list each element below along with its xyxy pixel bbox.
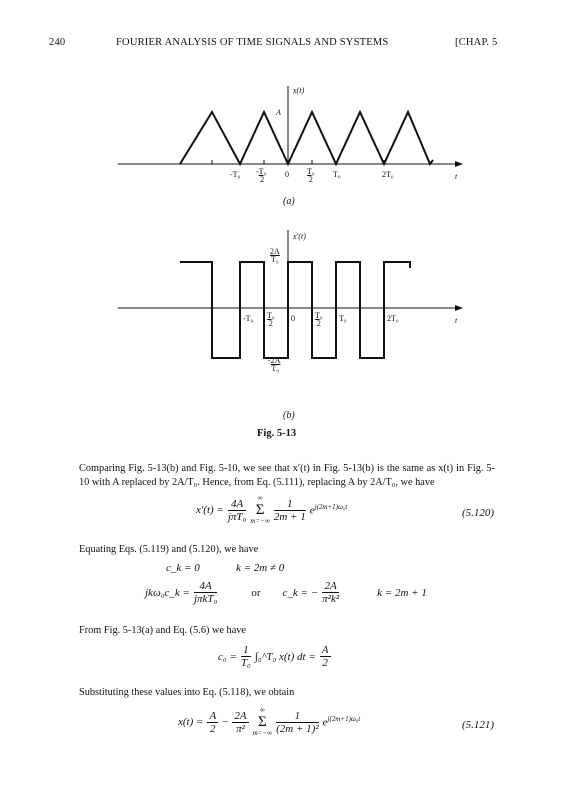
equation-5-120: x′(t) = $\frac{4A}{\text{jπT₀}}$ ∞ Σ m=−∞ $\frac{1}{2m + 1}$ $e^{j(2m+1)\omega_0t}$: [196, 494, 348, 525]
figb-ylabel: x′(t): [293, 232, 306, 241]
running-title: FOURIER ANALYSIS OF TIME SIGNALS AND SYSTEMS: [116, 37, 389, 48]
triangle-wave: [180, 112, 433, 164]
ck-odd-eq: jkω₀c_k = $\frac{4A}{\text{jπkT₀}}$ or c_k = − $\frac{2A}{\text{π²k²}}$ k = 2m + 1: [145, 580, 427, 605]
figb-tick-t0: T₀: [339, 314, 347, 323]
figb-tick-2t0: 2T₀: [387, 314, 399, 323]
figb-neg-level: -2A T₀: [268, 356, 281, 373]
eq120-sum: ∞ Σ m=−∞: [250, 494, 270, 525]
figa-tick-zero: 0: [285, 170, 289, 179]
paragraph-from-fig: From Fig. 5-13(a) and Eq. (5.6) we have: [79, 625, 246, 636]
chapter-label: [CHAP. 5: [455, 37, 498, 48]
figb-caption: (b): [283, 410, 295, 421]
figa-tick-neg-half: -T₀ 2: [256, 167, 267, 184]
paragraph-comparison: Comparing Fig. 5-13(b) and Fig. 5-10, we see that x′(t) in Fig. 5-13(b) is the same as x(t) in Fig. 5-10 with A replaced by 2A/T₀. Hence, from Eq. (5.111), replacing A by 2A/T₀, we have: [79, 463, 495, 488]
figb-tick-zero: 0: [291, 314, 295, 323]
figb-tick-neg-t0: -T₀: [243, 314, 254, 323]
figa-tick-neg-t0: -T₀: [230, 170, 241, 179]
figb-pos-level: 2A T₀: [270, 247, 280, 264]
figa-ylabel: x(t): [293, 86, 305, 95]
paragraph-substituting: Substituting these values into Eq. (5.118), we obtain: [79, 687, 295, 698]
x-axis-arrow: [455, 305, 463, 311]
eq121-number: (5.121): [462, 719, 495, 731]
figa-tick-half: T₀ 2: [307, 167, 315, 184]
figa-caption: (a): [283, 196, 295, 207]
figb-tick-neg-half: T₀ 2: [267, 311, 275, 328]
ck-zero-cond: k = 2m ≠ 0: [236, 562, 285, 574]
eq120-number: (5.120): [462, 507, 495, 519]
figa-tick-2t0: 2T₀: [382, 170, 394, 179]
figb-tick-half: T₀ 2: [315, 311, 323, 328]
page-number: 240: [49, 37, 66, 48]
c0-eq: c₀ = $\frac{1}{\text{T₀}}$ ∫₀^T₀ x(t) dt = $\frac{A}{2}$: [218, 644, 329, 669]
figb-xlabel: t: [455, 316, 458, 325]
figa-xlabel: t: [455, 172, 458, 181]
figa-amplitude: A: [276, 108, 281, 117]
eq120-lhs: x′(t) =: [196, 504, 224, 516]
figure-a: [0, 0, 569, 230]
square-wave: [180, 262, 410, 358]
figure-title: Fig. 5-13: [257, 428, 297, 439]
paragraph-equating: Equating Eqs. (5.119) and (5.120), we have: [79, 544, 259, 555]
eq120-coef: $\frac{4A}{\text{jπT₀}}$: [227, 497, 247, 523]
figa-tick-t0: T₀: [333, 170, 341, 179]
figure-b: [0, 220, 569, 450]
equation-5-121: x(t) = $\frac{A}{2}$ − $\frac{2A}{\text{π²}}$ ∞ Σ m=−∞ $\frac{1}{\text{(2m + 1)²}}$ $e^{j(2m+1)\omega_0t}$: [178, 706, 361, 737]
x-axis-arrow: [455, 161, 463, 167]
ck-zero-eq: c_k = 0: [166, 562, 200, 574]
eq120-term: $\frac{1}{2m + 1}$: [273, 497, 306, 523]
